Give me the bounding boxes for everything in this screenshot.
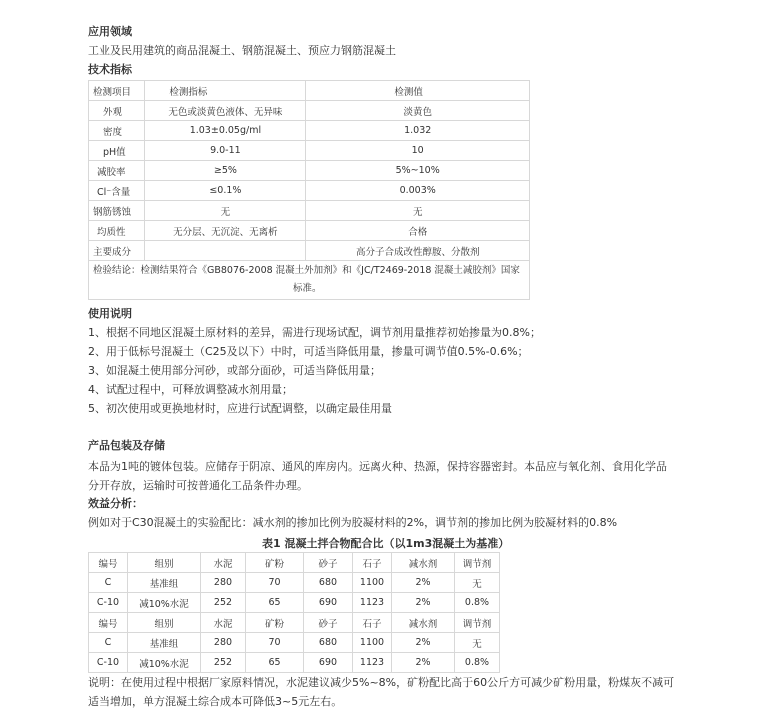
spec-row [89, 201, 530, 221]
tech-heading: 技术指标 [88, 63, 132, 76]
spec-conclusion-line1: 检验结论：检测结果符合《GB8076-2008 混凝土外加剂》和《JC/T2469-2018 混凝土减胶剂》国家 [93, 265, 520, 276]
mix-header-cell: 编号 [89, 553, 128, 573]
spec-row [89, 121, 530, 141]
spec-cell: 无 [145, 201, 306, 221]
mix-row [89, 573, 500, 593]
mix-cell: 2% [392, 573, 455, 593]
usage-heading: 使用说明 [88, 307, 132, 320]
mix-cell: C-10 [89, 593, 128, 613]
mix-cell: 0.8% [455, 593, 500, 613]
mix-header-cell: 石子 [353, 553, 392, 573]
mix-header-cell: 编号 [89, 613, 128, 633]
note-line1: 说明：在使用过程中根据厂家原料情况，水泥建议减少5%~8%，矿粉配比高于60公斤方可减少矿粉用量，粉煤灰不减可 [88, 676, 675, 689]
spec-cell: ≥5% [145, 161, 306, 181]
mix-cell: 2% [392, 653, 455, 673]
mix-cell: 1100 [353, 633, 392, 653]
spec-cell: 5%~10% [306, 161, 530, 181]
mix-header-cell: 矿粉 [246, 553, 304, 573]
benefit-heading: 效益分析： [88, 497, 143, 510]
spec-cell: 9.0-11 [145, 141, 306, 161]
spec-cell: 密度 [89, 121, 145, 141]
spec-cell: 0.003% [306, 181, 530, 201]
mix-header-row [89, 613, 500, 633]
mix-header-cell: 石子 [353, 613, 392, 633]
mix-cell: 基准组 [128, 633, 201, 653]
mix-cell: 基准组 [128, 573, 201, 593]
spec-cell: pH值 [89, 141, 145, 161]
spec-cell: 无分层、无沉淀、无离析 [145, 221, 306, 241]
mix-cell: 1100 [353, 573, 392, 593]
spec-row [89, 181, 530, 201]
mix-cell: 1123 [353, 593, 392, 613]
spec-row [89, 161, 530, 181]
spec-cell: Cl⁻含量 [89, 181, 145, 201]
packaging-line1: 本品为1吨的镀体包装。应储存于阴凉、通风的库房内。远离火种、热源，保持容器密封。本品应与氧化剂、食用化学品 [88, 460, 667, 473]
mix-header-cell: 调节剂 [455, 613, 500, 633]
mix-header-cell: 砂子 [304, 553, 353, 573]
spec-cell: ≤0.1% [145, 181, 306, 201]
spec-cell: 1.032 [306, 121, 530, 141]
spec-cell: 10 [306, 141, 530, 161]
mix-header-cell: 减水剂 [392, 553, 455, 573]
spec-cell [145, 241, 306, 261]
mix-row [89, 633, 500, 653]
mix-header-cell: 水泥 [201, 553, 246, 573]
mix-cell: C [89, 573, 128, 593]
spec-cell: 均质性 [89, 221, 145, 241]
mix-cell: 65 [246, 653, 304, 673]
mix-header-cell: 砂子 [304, 613, 353, 633]
mix-cell: 280 [201, 573, 246, 593]
mix-row [89, 593, 500, 613]
spec-row [89, 221, 530, 241]
mix-cell: C-10 [89, 653, 128, 673]
spec-cell: 1.03±0.05g/ml [145, 121, 306, 141]
spec-cell: 无 [306, 201, 530, 221]
packaging-heading: 产品包装及存储 [88, 439, 165, 452]
application-text: 工业及民用建筑的商品混凝土、钢筋混凝土、预应力钢筋混凝土 [88, 44, 396, 57]
mix-cell: 65 [246, 593, 304, 613]
mix-header-cell: 调节剂 [455, 553, 500, 573]
mix-header-cell: 组别 [128, 553, 201, 573]
mix-header-cell: 矿粉 [246, 613, 304, 633]
usage-item: 2、用于低标号混凝土（C25及以下）中时，可适当降低用量，掺量可调节值0.5%-0.6%； [88, 345, 529, 358]
benefit-text: 例如对于C30混凝土的实验配比：减水剂的掺加比例为胶凝材料的2%，调节剂的掺加比例为胶凝材料的0.8% [88, 516, 618, 529]
mix-cell: 2% [392, 593, 455, 613]
mix-cell: 70 [246, 573, 304, 593]
mix-cell: 70 [246, 633, 304, 653]
mix-header-row [89, 553, 500, 573]
spec-conclusion-row [89, 261, 530, 300]
spec-header-cell: 检测值 [306, 81, 530, 101]
usage-item: 3、如混凝土使用部分河砂，或部分面砂，可适当降低用量； [88, 364, 381, 377]
mix-cell: 680 [304, 573, 353, 593]
spec-cell: 钢筋锈蚀 [89, 201, 145, 221]
spec-header-cell: 检测指标 [145, 81, 306, 101]
usage-item: 4、试配过程中，可释放调整减水剂用量； [88, 383, 293, 396]
spec-cell: 外观 [89, 101, 145, 121]
mix-header-cell: 组别 [128, 613, 201, 633]
spec-cell: 无色或淡黄色液体、无异味 [145, 101, 306, 121]
usage-item: 5、初次使用或更换地材时，应进行试配调整，以确定最佳用量 [88, 402, 392, 415]
spec-cell: 淡黄色 [306, 101, 530, 121]
spec-row [89, 141, 530, 161]
application-heading: 应用领域 [88, 25, 132, 38]
mix-cell: 减10%水泥 [128, 593, 201, 613]
mix-cell: 252 [201, 593, 246, 613]
mix-table-title: 表1 混凝土拌合物配合比（以1m3混凝土为基准） [262, 537, 510, 550]
mix-header-cell: 减水剂 [392, 613, 455, 633]
mix-cell: 无 [455, 573, 500, 593]
packaging-line2: 分开存放，运输时可按普通化工品条件办理。 [88, 479, 308, 492]
spec-cell: 主要成分 [89, 241, 145, 261]
mix-cell: 1123 [353, 653, 392, 673]
note-line2: 适当增加，单方混凝土综合成本可降低3~5元左右。 [88, 695, 343, 708]
spec-cell: 高分子合成改性醇胺、分散剂 [306, 241, 530, 261]
mix-cell: 252 [201, 653, 246, 673]
mix-row [89, 653, 500, 673]
mix-cell: 280 [201, 633, 246, 653]
usage-item: 1、根据不同地区混凝土原材料的差异，需进行现场试配，调节剂用量推荐初始掺量为0.8%； [88, 326, 541, 339]
mix-cell: C [89, 633, 128, 653]
spec-header-cell: 检测项目 [89, 81, 145, 101]
mix-cell: 无 [455, 633, 500, 653]
spec-conclusion [89, 261, 530, 300]
mix-cell: 2% [392, 633, 455, 653]
mix-cell: 0.8% [455, 653, 500, 673]
spec-row [89, 241, 530, 261]
spec-header-row [89, 81, 530, 101]
spec-cell: 合格 [306, 221, 530, 241]
mix-header-cell: 水泥 [201, 613, 246, 633]
spec-cell: 减胶率 [89, 161, 145, 181]
mix-table [88, 552, 500, 673]
mix-cell: 690 [304, 653, 353, 673]
spec-table [88, 80, 530, 300]
mix-cell: 680 [304, 633, 353, 653]
spec-row [89, 101, 530, 121]
mix-cell: 减10%水泥 [128, 653, 201, 673]
spec-conclusion-line2: 标准。 [293, 283, 322, 294]
mix-cell: 690 [304, 593, 353, 613]
